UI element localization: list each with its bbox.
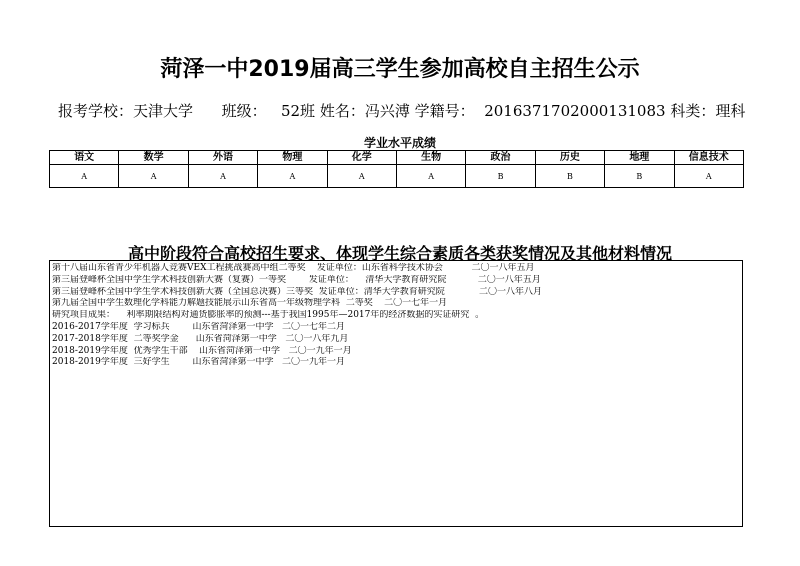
awards-title: 高中阶段符合高校招生要求、体现学生综合素质各类获奖情况及其他材料情况: [127, 244, 672, 263]
category-label: 科类：: [670, 102, 716, 120]
subject-header: 语文: [50, 151, 119, 165]
grade-cell: A: [188, 165, 257, 188]
grade-cell: A: [674, 165, 743, 188]
subject-header: 地理: [605, 151, 674, 165]
award-line: 2018-2019学年度 三好学生 山东省菏泽第一中学 二〇一九年一月: [52, 357, 346, 368]
award-line: 第十八届山东省青少年机器人竞赛VEX工程挑战赛高中组二等奖 发证单位：山东省科学技术协会 二〇一八年五月: [52, 263, 535, 273]
award-line: 研究项目成果： 利率期限结构对通货膨胀率的预测---基于我国1995年—2017年的经济数据的实证研究 。: [52, 310, 485, 321]
school-label: 报考学校：: [58, 102, 134, 120]
school-value: 天津大学: [133, 102, 194, 120]
id-label: 学籍号：: [414, 102, 475, 120]
subject-header: 历史: [535, 151, 604, 165]
awards-list: [52, 263, 742, 369]
subject-header: 物理: [258, 151, 327, 165]
award-line: 第三届登峰杯全国中学生学术科技创新大赛（复赛）一等奖 发证单位： 清华大学教育研究院 二〇一八年五月: [52, 274, 541, 285]
name-label: 姓名：: [319, 102, 365, 120]
grade-cell: A: [327, 165, 396, 188]
class-value: 52班: [280, 102, 316, 120]
student-info: [58, 100, 745, 121]
subject-header: 信息技术: [674, 151, 743, 165]
id-value: 2016371702000131083: [484, 102, 666, 120]
subject-header: 外语: [188, 151, 257, 165]
grades-value-row: [50, 165, 744, 188]
grades-title: 学业水平成绩: [363, 136, 436, 150]
grade-cell: B: [605, 165, 674, 188]
grade-cell: B: [535, 165, 604, 188]
grades-header-row: [50, 151, 744, 165]
name-value: 冯兴溥: [364, 102, 410, 120]
grade-cell: A: [396, 165, 465, 188]
award-line: 第三届登峰杯全国中学生学术科技创新大赛（全国总决赛）三等奖 发证单位：清华大学教育研究院 二〇一八年八月: [52, 286, 543, 297]
grade-cell: A: [258, 165, 327, 188]
award-line: 2016-2017学年度 学习标兵 山东省菏泽第一中学 二〇一七年二月: [52, 321, 346, 332]
class-label: 班级：: [221, 102, 267, 120]
grades-table: [49, 150, 744, 188]
grade-cell: A: [119, 165, 188, 188]
category-value: 理科: [715, 102, 746, 120]
subject-header: 生物: [396, 151, 465, 165]
subject-header: 政治: [466, 151, 535, 165]
award-line: 2017-2018学年度 二等奖学金 山东省菏泽第一中学 二〇一八年九月: [52, 333, 349, 344]
page-title: 菏泽一中2019届高三学生参加高校自主招生公示: [160, 57, 640, 82]
award-line: 第九届全国中学生数理化学科能力解题技能展示山东省高一年级物理学科 二等奖 二〇一七年一月: [52, 298, 448, 309]
subject-header: 化学: [327, 151, 396, 165]
award-line: 2018-2019学年度 优秀学生干部 山东省菏泽第一中学 二〇一九年一月: [52, 345, 352, 356]
subject-header: 数学: [119, 151, 188, 165]
grade-cell: A: [50, 165, 119, 188]
grade-cell: B: [466, 165, 535, 188]
